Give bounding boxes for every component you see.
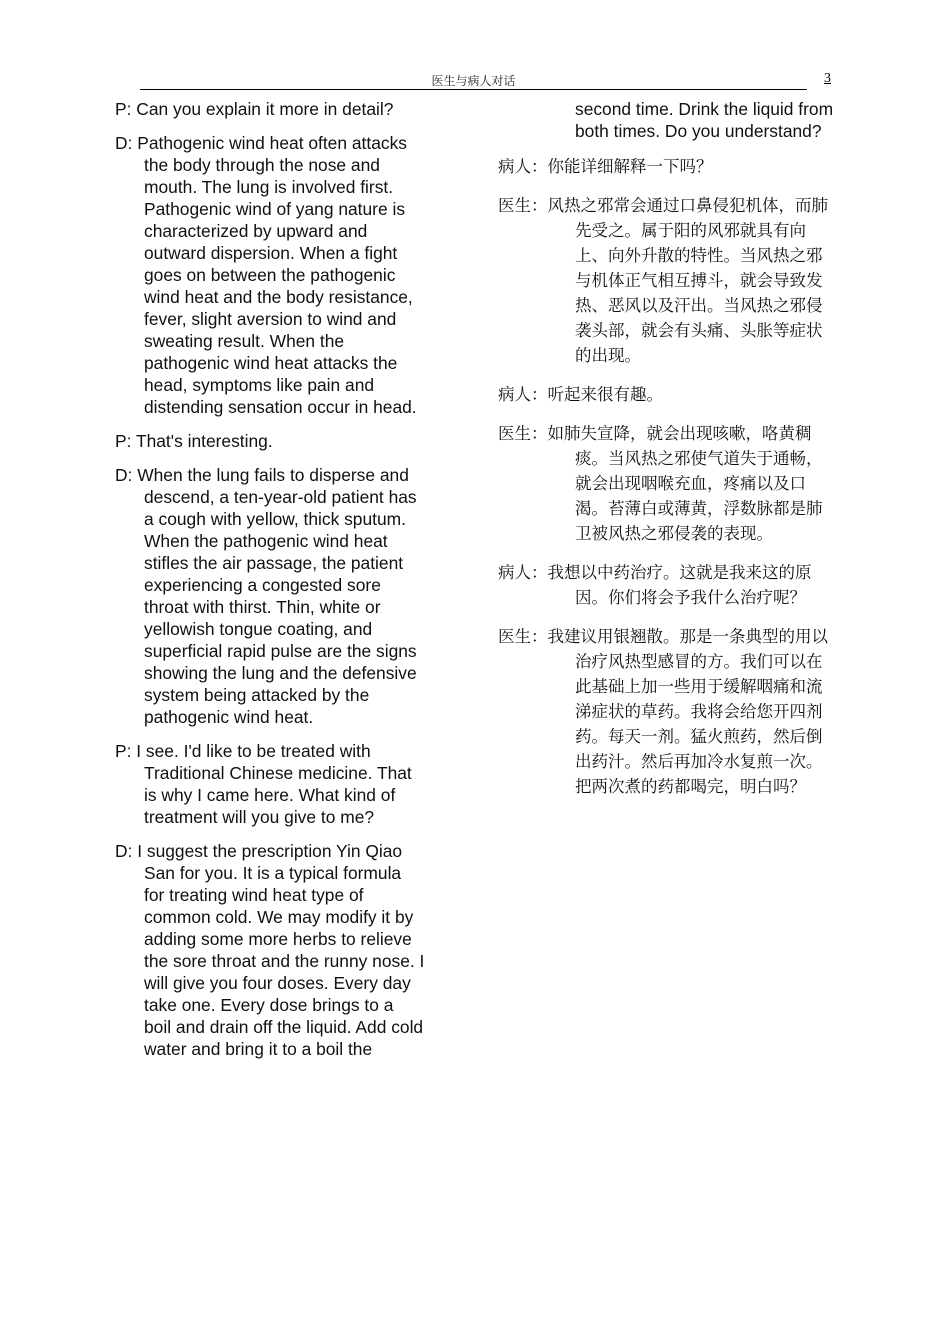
dialogue-line-doctor-cn: 医生：如肺失宣降，就会出现咳嗽，咯黄稠痰。当风热之邪使气道失于通畅，就会出现咽喉充血，疼痛以及口渴。苔薄白或薄黄，浮数脉都是肺卫被风热之邪侵袭的表现。: [498, 424, 823, 543]
dialogue-line-patient-cn: 病人：你能详细解释一下吗？: [498, 157, 713, 176]
dialogue-line-patient-cn: 病人：听起来很有趣。: [498, 385, 663, 404]
dialogue-line-doctor-cn: 医生：我建议用银翘散。那是一条典型的用以治疗风热型感冒的方。我们可以在此基础上加一些用于缓解咽痛和流涕症状的草药。我将会给您开四剂药。每天一剂。猛火煎药，然后倒出药汁。然后再加冷水复煎一次。把两次煮的药都喝完，明白吗？: [498, 627, 828, 796]
running-header-title: 医生与病人对话: [431, 74, 516, 88]
dialogue-line-patient: P: That's interesting.: [115, 431, 273, 451]
dialogue-line-doctor-cn: 医生：风热之邪常会通过口鼻侵犯机体，而肺先受之。属于阳的风邪就具有向上、向外升散的特性。当风热之邪与机体正气相互搏斗，就会导致发热、恶风以及汗出。当风热之邪侵袭头部，就会有头痛、头胀等症状的出现。: [498, 196, 828, 365]
dialogue-line-patient: P: Can you explain it more in detail?: [115, 99, 394, 119]
dialogue-line-doctor: D: I suggest the prescription Yin Qiao San for you. It is a typical formula for treating wind heat type of common cold. We may modify it by adding some more herbs to relieve the sore throat and the runny nose. I will give you four doses. Every day take one. Every dose brings to a boil and drain off the liquid. Add cold water and bring it to a boil the: [115, 841, 425, 1059]
page-number: 3: [824, 71, 831, 86]
english-continuation: second time. Drink the liquid from both times. Do you understand?: [575, 99, 834, 141]
english-column: [115, 98, 425, 1072]
header-rule: [140, 89, 807, 90]
dialogue-line-doctor: D: When the lung fails to disperse and descend, a ten-year-old patient has a cough with yellow, thick sputum. When the pathogenic wind heat stifles the air passage, the patient experiencing a congested sore throat with thirst. Thin, white or yellowish tongue coating, and superficial rapid pulse are the signs showing the lung and the defensive system being attacked by the pathogenic wind heat.: [115, 465, 417, 727]
chinese-column: [498, 98, 838, 813]
dialogue-line-doctor: D: Pathogenic wind heat often attacks the body through the nose and mouth. The lung is involved first. Pathogenic wind of yang nature is characterized by upward and outward dispersion. When a fight goes on between the pathogenic wind heat and the body resistance, fever, slight aversion to wind and sweating result. When the pathogenic wind heat attacks the head, symptoms like pain and distending sensation occur in head.: [115, 133, 417, 417]
dialogue-line-patient-cn: 病人：我想以中药治疗。这就是我来这的原因。你们将会予我什么治疗呢？: [498, 563, 812, 607]
dialogue-line-patient: P: I see. I'd like to be treated with Traditional Chinese medicine. That is why I came here. What kind of treatment will you give to me?: [115, 741, 412, 827]
